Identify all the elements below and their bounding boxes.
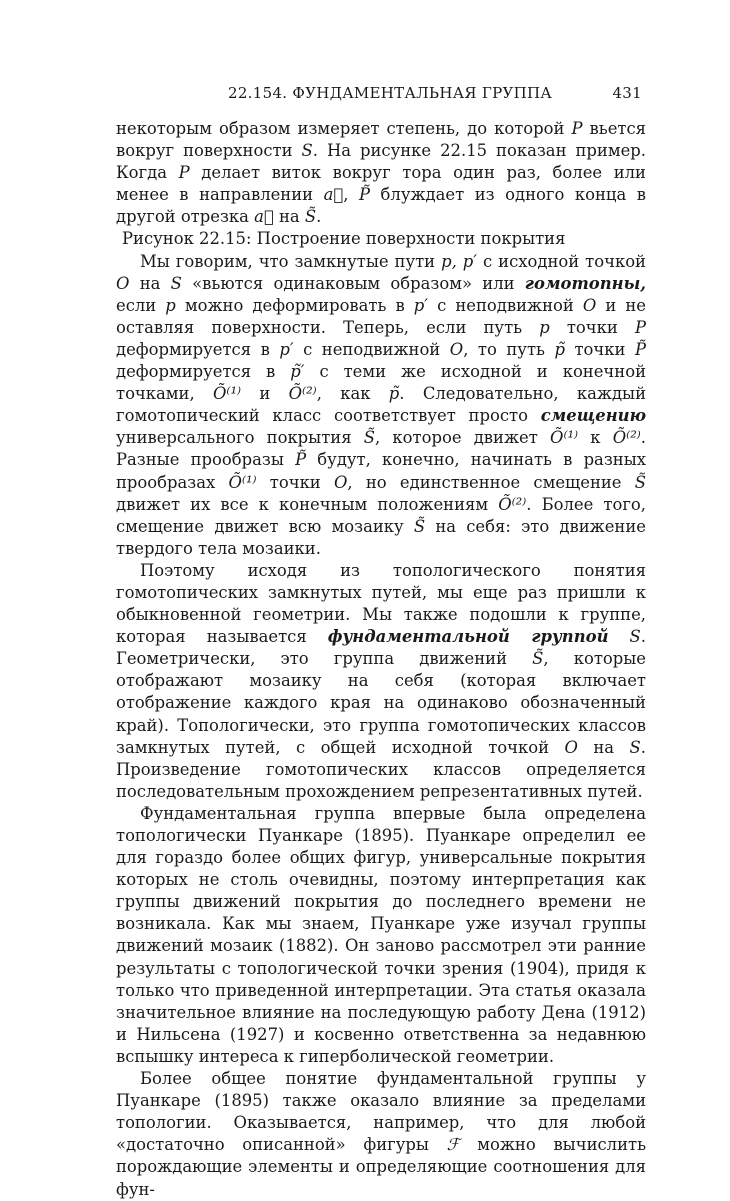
text-run: точки bbox=[549, 317, 635, 337]
math-symbol: S bbox=[301, 141, 313, 161]
math-symbol: S̃ bbox=[413, 516, 426, 536]
math-symbol: p, p′ bbox=[441, 251, 478, 271]
text-run: с неподвижной bbox=[428, 295, 583, 315]
math-symbol: p̃′ bbox=[290, 362, 305, 382]
paragraph-2 bbox=[116, 251, 646, 560]
text-run: . Произведение гомотопических классов определяется последовательным прохождением репрезентативных путей. bbox=[116, 737, 646, 801]
text-run: на себя: это движение твердого тела мозаики. bbox=[116, 516, 646, 558]
text-run: Рисунок 22.15: Построение поверхности покрытия bbox=[122, 229, 566, 249]
math-symbol: O bbox=[449, 339, 464, 359]
figure-caption bbox=[116, 228, 646, 250]
text-run: , которое движет bbox=[375, 428, 551, 448]
text-run: деформируется в bbox=[116, 339, 280, 359]
text-run: и не оставляя поверхности. Теперь, если путь bbox=[116, 295, 646, 337]
math-symbol: p bbox=[165, 295, 176, 315]
text-run: . Более того, смещение движет всю мозаику bbox=[116, 494, 646, 536]
text-run: на bbox=[273, 207, 305, 227]
text-run: на bbox=[577, 737, 630, 757]
emphasis-term: фундаментальной группой bbox=[327, 627, 609, 647]
math-symbol: a⃗ bbox=[323, 185, 344, 205]
running-head bbox=[116, 84, 646, 106]
math-symbol: P̃ bbox=[634, 339, 646, 359]
math-symbol: P̃ bbox=[358, 185, 371, 205]
math-symbol: Õ⁽¹⁾ bbox=[228, 472, 257, 492]
math-symbol: P bbox=[634, 317, 646, 337]
text-run: некоторым образом измеряет степень, до которой bbox=[116, 119, 572, 138]
text-run: , bbox=[343, 185, 359, 205]
text-run: . На рисунке 22.15 показан пример. Когда bbox=[116, 141, 647, 183]
math-symbol: P̃ bbox=[295, 450, 307, 470]
math-symbol: P bbox=[571, 119, 583, 138]
body-text bbox=[116, 118, 646, 1201]
text-run: будут, конечно, начинать в разных прообразах bbox=[116, 450, 646, 492]
text-run: вьется вокруг поверхности bbox=[116, 119, 646, 161]
text-run: с теми же исходной и конечной точками, bbox=[116, 362, 646, 404]
paragraph-5 bbox=[116, 1068, 646, 1201]
math-symbol: Õ⁽¹⁾ bbox=[213, 384, 242, 404]
text-run: , как bbox=[316, 384, 389, 404]
math-symbol: p bbox=[539, 317, 550, 337]
math-symbol: p′ bbox=[413, 295, 429, 315]
math-symbol: P bbox=[178, 163, 190, 183]
text-run: универсального покрытия bbox=[116, 428, 364, 448]
math-symbol: O bbox=[333, 472, 348, 492]
text-run: с неподвижной bbox=[293, 339, 450, 359]
paragraph-3 bbox=[116, 560, 646, 803]
text-run: Поэтому исходя из топологического понятия гомотопических замкнутых путей, мы еще раз пришли к обыкновенной геометрии. Мы также подошли к группе, которая называется bbox=[116, 560, 646, 647]
text-run: делает виток вокруг тора один раз, более или менее в направлении bbox=[116, 163, 646, 205]
math-symbol: O bbox=[564, 737, 578, 757]
text-run: деформируется в bbox=[116, 362, 291, 382]
text-run: блуждает из одного конца в другой отрезка bbox=[116, 185, 646, 227]
text-run: . bbox=[316, 207, 322, 227]
math-symbol: Õ⁽²⁾ bbox=[498, 494, 527, 514]
text-run: с исходной точкой bbox=[477, 251, 646, 271]
page-number: 431 bbox=[612, 84, 642, 102]
text-run bbox=[609, 627, 630, 646]
math-symbol: S bbox=[629, 627, 641, 647]
emphasis-term: гомотопны, bbox=[524, 273, 646, 293]
math-symbol: Õ⁽¹⁾ bbox=[550, 428, 579, 448]
math-symbol: O bbox=[582, 295, 597, 315]
math-symbol: S bbox=[629, 737, 641, 757]
text-run: можно деформировать в bbox=[175, 295, 414, 315]
emphasis-term: смещению bbox=[540, 406, 646, 426]
math-symbol: S̃ bbox=[304, 207, 317, 227]
paragraph-4 bbox=[116, 803, 646, 1068]
text-run: , то путь bbox=[463, 339, 555, 359]
text-run: . Разные прообразы bbox=[116, 428, 647, 470]
text-run: , которые отображают мозаику на себя (которая включает отображение каждого края на одинаково обозначенный край). Топологически, это группа гомотопических классов замкнутых путей, с общей исходной точкой bbox=[116, 649, 646, 757]
math-symbol: p̃ bbox=[388, 384, 400, 404]
text-run: если bbox=[116, 295, 166, 315]
text-run: . Геометрически, это группа движений bbox=[116, 627, 646, 669]
text-run: Мы говорим, что замкнутые пути bbox=[140, 251, 442, 271]
math-symbol: ℱ bbox=[446, 1135, 460, 1155]
text-run: , но единственное смещение bbox=[347, 472, 635, 492]
text-run: точки bbox=[256, 472, 334, 492]
text-run: можно вычислить порождающие элементы и определяющие соотношения для фун- bbox=[116, 1135, 646, 1199]
math-symbol: p̃ bbox=[554, 339, 565, 359]
math-symbol: S bbox=[170, 273, 182, 293]
text-run: Более общее понятие фундаментальной группы у Пуанкаре (1895) также оказало влияние за пределами топологии. Оказывается, например, что для любой «достаточно описанной» фигуры bbox=[116, 1069, 646, 1155]
text-run: точки bbox=[564, 339, 635, 359]
math-symbol: Õ⁽²⁾ bbox=[288, 384, 317, 404]
text-run: Фундаментальная группа впервые была определена топологически Пуанкаре (1895). Пуанкаре определил ее для гораздо более общих фигур, универсальные покрытия которых не столь очевидны, поэтому интерпретация как группы движений покрытия до последнего времени не возникала. Как мы знаем, Пуанкаре уже изучал группы движений мозаик (1882). Он заново рассмотрел эти ранние результаты с топологической точки зрения (1904), придя к только что приведенной интерпретации. Эта статья оказала значительное влияние на последующую работу Дена (1912) и Нильсена (1927) и косвенно ответственна за недавнюю вспышку интереса к гиперболической геометрии. bbox=[116, 803, 646, 1066]
text-run: на bbox=[129, 273, 171, 293]
math-symbol: a⃗ bbox=[254, 207, 274, 227]
math-symbol: S̃ bbox=[634, 472, 646, 492]
math-symbol: S̃ bbox=[363, 428, 375, 448]
text-run: движет их все к конечным положениям bbox=[116, 494, 499, 514]
text-run: . Следовательно, каждый гомотопический класс соответствует просто bbox=[116, 384, 647, 426]
text-run: и bbox=[241, 384, 289, 404]
math-symbol: O bbox=[116, 273, 130, 293]
math-symbol: S̃ bbox=[532, 649, 544, 669]
math-symbol: p′ bbox=[279, 339, 294, 359]
section-title: 22.154. ФУНДАМЕНТАЛЬНАЯ ГРУППА bbox=[228, 84, 553, 102]
text-run: «вьются одинаковым образом» или bbox=[181, 273, 525, 293]
text-run: к bbox=[578, 428, 613, 448]
math-symbol: Õ⁽²⁾ bbox=[612, 428, 641, 448]
paragraph-1 bbox=[116, 118, 646, 228]
